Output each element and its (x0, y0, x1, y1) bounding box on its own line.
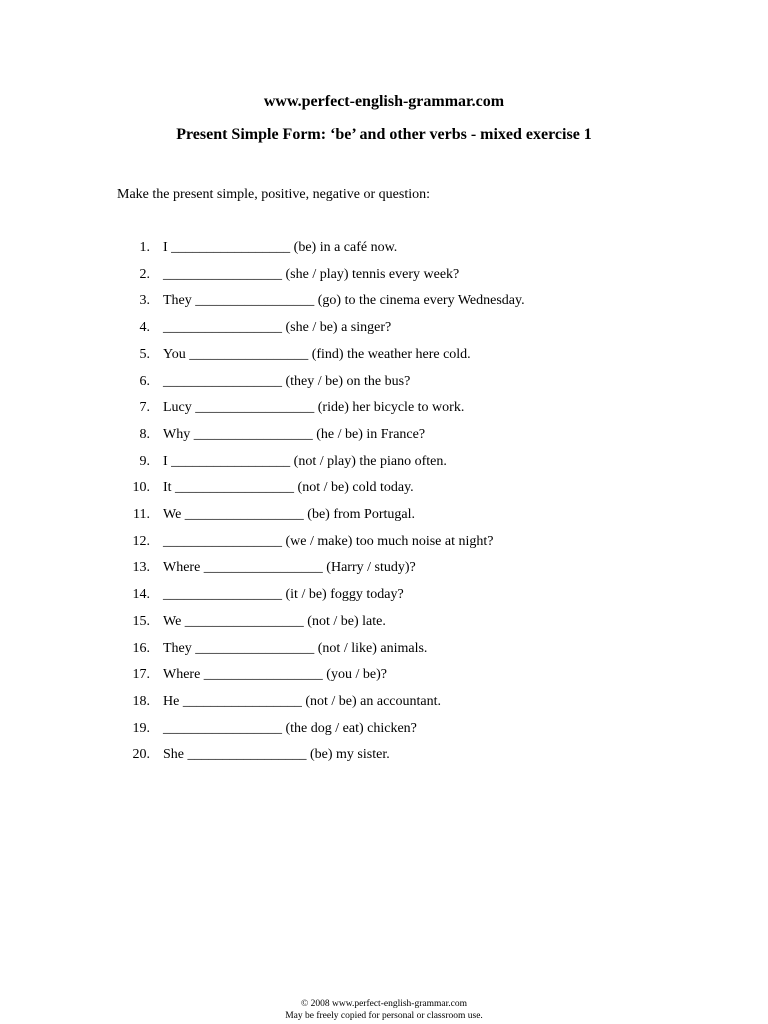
exercise-text: He _________________ (not / be) an accountant. (163, 693, 441, 709)
instructions: Make the present simple, positive, negative or question: (117, 187, 430, 202)
exercise-number: 16. (132, 640, 150, 656)
exercise-item (0, 507, 600, 527)
exercise-number: 4. (139, 320, 150, 336)
exercise-number: 2. (139, 266, 150, 282)
exercise-item (0, 534, 600, 554)
exercise-text: _________________ (we / make) too much noise at night? (163, 533, 494, 549)
exercise-text: _________________ (they / be) on the bus? (163, 373, 411, 389)
exercise-item (0, 480, 600, 500)
footer (0, 998, 768, 1022)
exercise-number: 5. (139, 346, 150, 362)
exercise-number: 8. (139, 426, 150, 442)
exercise-item (0, 400, 600, 420)
exercise-number: 3. (139, 293, 150, 309)
exercise-text: _________________ (she / play) tennis every week? (163, 266, 460, 282)
exercise-text: She _________________ (be) my sister. (163, 747, 390, 763)
exercise-item (0, 641, 600, 661)
exercise-text: I _________________ (not / play) the piano often. (163, 453, 447, 469)
footer-note: May be freely copied for personal or classroom use. (285, 1011, 483, 1021)
exercise-text: _________________ (it / be) foggy today? (163, 587, 404, 603)
exercise-number: 9. (139, 453, 150, 469)
exercise-text: They _________________ (not / like) animals. (163, 640, 428, 656)
site-url: www.perfect-english-grammar.com (263, 93, 505, 110)
exercise-item (0, 721, 600, 741)
exercise-item (0, 347, 600, 367)
footer-copyright: © 2008 www.perfect-english-grammar.com (301, 999, 467, 1009)
exercise-text: We _________________ (be) from Portugal. (163, 507, 415, 522)
exercise-item (0, 667, 600, 687)
exercise-text: Where _________________ (you / be)? (163, 667, 387, 683)
exercise-text: It _________________ (not / be) cold today. (163, 480, 414, 496)
exercise-number: 10. (132, 480, 150, 496)
exercise-item (0, 587, 600, 607)
exercise-number: 11. (133, 507, 150, 522)
exercise-number: 19. (132, 720, 150, 736)
exercise-item (0, 320, 600, 340)
exercise-text: I _________________ (be) in a café now. (163, 240, 398, 255)
exercise-text: You _________________ (find) the weather here cold. (163, 346, 471, 362)
exercise-number: 6. (139, 373, 150, 389)
exercise-item (0, 747, 600, 767)
page-title: Present Simple Form: ‘be’ and other verbs - mixed exercise 1 (176, 126, 592, 143)
exercise-number: 7. (139, 400, 150, 416)
exercise-number: 20. (132, 747, 150, 763)
exercise-item (0, 267, 600, 287)
exercise-text: Why _________________ (he / be) in France? (163, 426, 426, 442)
exercise-number: 18. (132, 693, 150, 709)
exercise-item (0, 374, 600, 394)
exercise-item (0, 560, 600, 580)
exercise-item (0, 293, 600, 313)
exercise-number: 14. (132, 587, 150, 603)
exercise-number: 13. (132, 560, 150, 576)
exercise-text: We _________________ (not / be) late. (163, 613, 386, 629)
exercise-text: _________________ (the dog / eat) chicken? (163, 720, 417, 736)
exercise-text: Lucy _________________ (ride) her bicycle to work. (163, 400, 465, 416)
exercise-item (0, 454, 600, 474)
exercise-item (0, 694, 600, 714)
exercise-item (0, 240, 600, 260)
exercise-text: They _________________ (go) to the cinema every Wednesday. (163, 293, 525, 309)
exercise-text: Where _________________ (Harry / study)? (163, 560, 416, 576)
exercise-number: 12. (132, 533, 150, 549)
exercise-item (0, 427, 600, 447)
exercise-number: 1. (139, 240, 150, 255)
exercise-item (0, 614, 600, 634)
exercise-number: 17. (132, 667, 150, 683)
exercise-number: 15. (132, 613, 150, 629)
exercise-text: _________________ (she / be) a singer? (163, 320, 392, 336)
